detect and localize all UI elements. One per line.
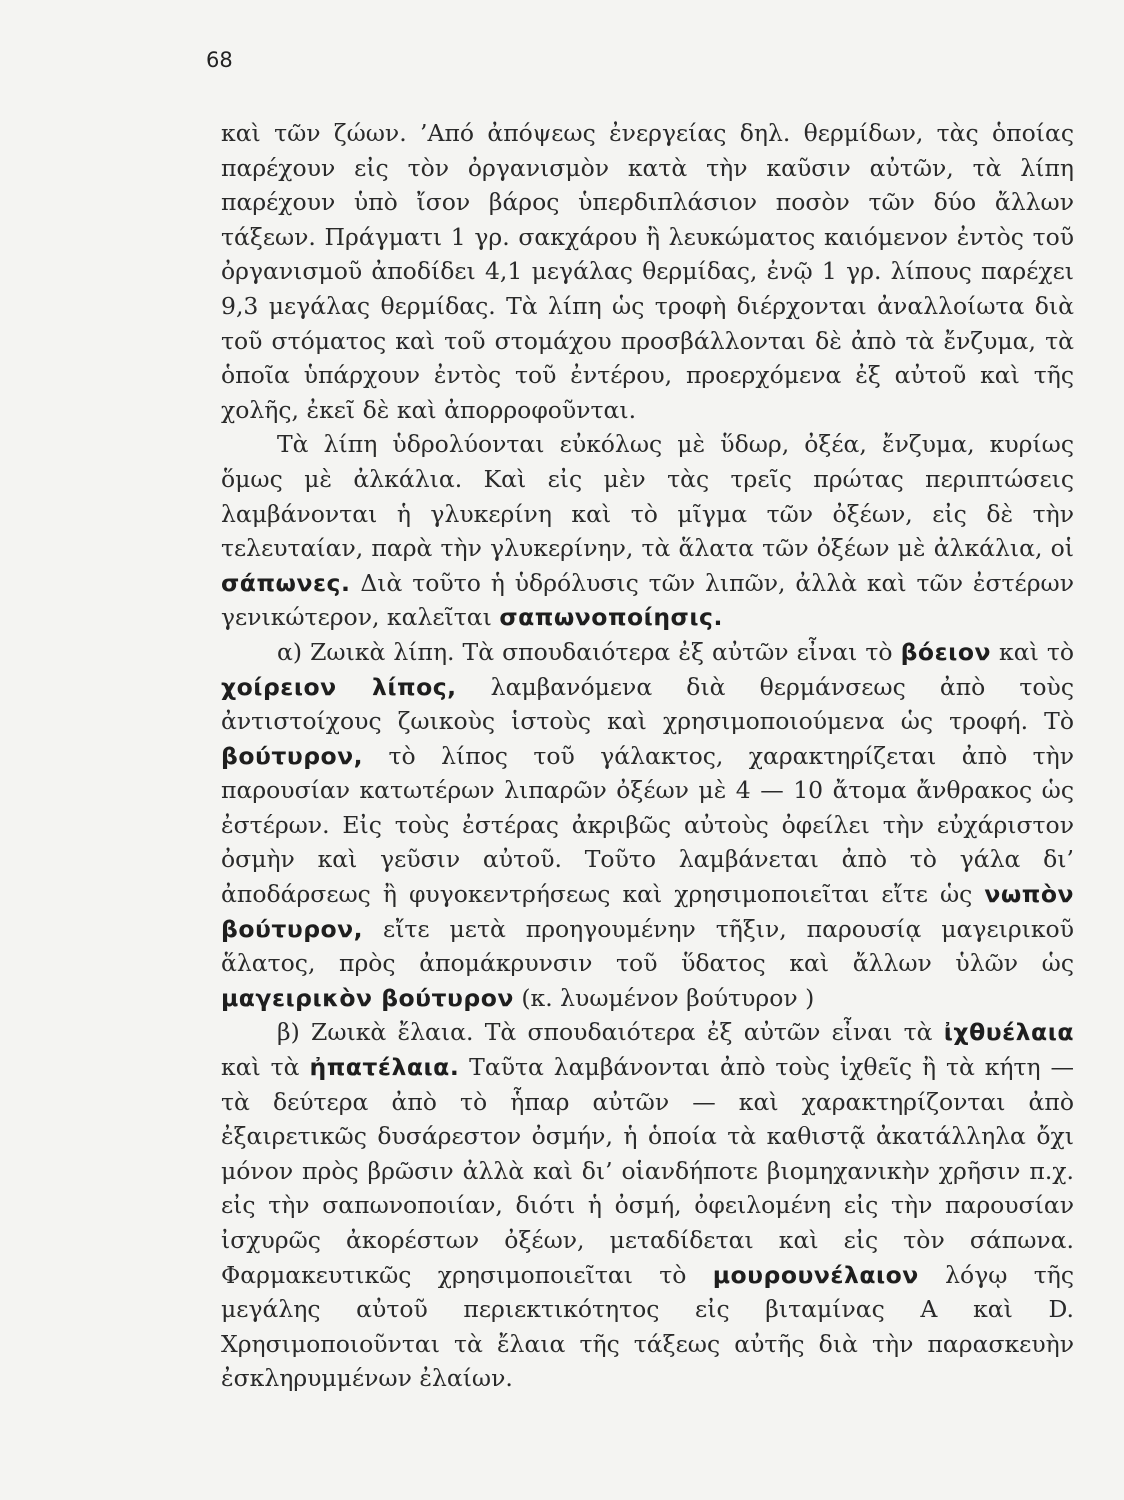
text-segment: λαμβανόμενα διὰ θερμάνσεως ἀπὸ τοὺς ἀντιστοίχους ζωικοὺς ἱστοὺς καὶ χρησιμοποιούμενα ὡς τροφή. Τὸ <box>221 672 1074 736</box>
bold-term: μουρουνέλαιον <box>712 1260 919 1289</box>
text-segment: α) Ζωικὰ λίπη. Τὰ σπουδαιότερα ἐξ αὐτῶν εἶναι τὸ <box>277 637 901 666</box>
bold-term: βούτυρον, <box>221 741 364 770</box>
text-segment: λόγῳ τῆς μεγάλης αὐτοῦ περιεκτικότητος εἰς βιταμίνας Α καὶ D. Χρησιμοποιοῦνται τὰ ἔλαια τῆς τάξεως αὐτῆς διὰ τὴν παρασκευὴν ἐσκληρυμμένων ἐλαίων. <box>221 1260 1074 1393</box>
text-segment: καὶ τῶν ζώων. ’Από ἀπόψεως ἐνεργείας δηλ. θερμίδων, τὰς ὁποίας παρέχουν εἰς τὸν ὀργανισμὸν κατὰ τὴν καῦσιν αὐτῶν, τὰ λίπη παρέχουν ὑπὸ ἴσον βάρος ὑπερδιπλάσιον ποσὸν τῶν δύο ἄλλων τάξεων. Πράγματι 1 γρ. σακχάρου ἢ λευκώματος καιόμενον ἐντὸς τοῦ ὀργανισμοῦ ἀποδίδει 4,1 μεγάλας θερμίδας, ἐνῷ 1 γρ. λίπους παρέχει 9,3 μεγάλας θερμίδας. Τὰ λίπη ὡς τροφὴ διέρχονται ἀναλλοίωτα διὰ τοῦ στόματος καὶ τοῦ στομάχου προσβάλλονται δὲ ἀπὸ τὰ ἔνζυμα, τὰ ὁποῖα ὑπάρχουν ἐντὸς τοῦ ἐντέρου, προερχόμενα ἐξ αὐτοῦ καὶ τῆς χολῆς, ἐκεῖ δὲ καὶ ἀπορροφοῦνται. <box>221 119 1074 424</box>
bold-term: χοίρειον λίπος, <box>221 672 457 701</box>
text-segment: εἴτε μετὰ προηγουμένην τῆξιν, παρουσίᾳ μαγειρικοῦ ἅλατος, πρὸς ἀπομάκρυνσιν τοῦ ὕδατος καὶ ἄλλων ὑλῶν ὡς <box>221 914 1074 978</box>
paragraph-animal-oils <box>221 1015 1074 1396</box>
bold-term: μαγειρικὸν βούτυρον <box>221 983 514 1012</box>
bold-term: σαπωνοποίησις. <box>499 603 723 632</box>
bold-term: νωπὸν βούτυρον, <box>221 880 1074 943</box>
body-text <box>221 116 1074 1396</box>
bold-term: ἠπατέλαια. <box>309 1053 460 1082</box>
bold-term: βόειον <box>900 637 991 666</box>
bold-term: ἰχθυέλαια <box>943 1018 1074 1047</box>
text-segment: Διὰ τοῦτο ἡ ὑδρόλυσις τῶν λιπῶν, ἀλλὰ καὶ τῶν ἐστέρων γενικώτερον, καλεῖται <box>221 568 1074 632</box>
text-segment: καὶ τὰ <box>221 1053 310 1082</box>
paragraph-animal-fats <box>221 635 1074 1016</box>
paragraph-fat-energy <box>221 116 1074 427</box>
text-segment: (κ. λυωμένον βούτυρον ) <box>513 983 815 1012</box>
page-number: 68 <box>206 48 233 72</box>
bold-term: σάπωνες. <box>221 568 351 597</box>
text-segment: τὸ λίπος τοῦ γάλακτος, χαρακτηρίζεται ἀπὸ τὴν παρουσίαν κατωτέρων λιπαρῶν ὀξέων μὲ 4 — 10 ἄτομα ἄνθρακος ὡς ἐστέρων. Εἰς τοὺς ἐστέρας ἀκριβῶς αὐτοὺς ὀφείλει τὴν εὐχάριστον ὀσμὴν καὶ γεῦσιν αὐτοῦ. Τοῦτο λαμβάνεται ἀπὸ τὸ γάλα δι’ ἀποδάρσεως ἢ φυγοκεντρήσεως καὶ χρησιμοποιεῖται εἴτε ὡς <box>221 741 1074 909</box>
text-segment: Ταῦτα λαμβάνονται ἀπὸ τοὺς ἰχθεῖς ἢ τὰ κήτη — τὰ δεύτερα ἀπὸ τὸ ἧπαρ αὐτῶν — καὶ χαρακτηρίζονται ἀπὸ ἐξαιρετικῶς δυσάρεστον ὀσμήν, ἡ ὁποία τὰ καθιστᾷ ἀκατάλληλα ὄχι μόνον πρὸς βρῶσιν ἀλλὰ καὶ δι’ οἱανδήποτε βιομηχανικὴν χρῆσιν π.χ. εἰς τὴν σαπωνοποιίαν, διότι ἡ ὀσμή, ὀφειλομένη εἰς τὴν παρουσίαν ἰσχυρῶς ἀκορέστων ὀξέων, μεταδίδεται καὶ εἰς τὸν σάπωνα. Φαρμακευτικῶς χρησιμοποιεῖται τὸ <box>221 1053 1074 1289</box>
text-segment: καὶ τὸ <box>990 637 1074 666</box>
paragraph-hydrolysis <box>221 427 1074 635</box>
text-segment: Τὰ λίπη ὑδρολύονται εὐκόλως μὲ ὕδωρ, ὀξέα, ἔνζυμα, κυρίως ὅμως μὲ ἀλκάλια. Καὶ εἰς μὲν τὰς τρεῖς πρώτας περιπτώσεις λαμβάνονται ἡ γλυκερίνη καὶ τὸ μῖγμα τῶν ὀξέων, εἰς δὲ τὴν τελευταίαν, παρὰ τὴν γλυκερίνην, τὰ ἅλατα τῶν ὀξέων μὲ ἀλκάλια, οἱ <box>221 430 1074 563</box>
text-segment: β) Ζωικὰ ἔλαια. Τὰ σπουδαιότερα ἐξ αὐτῶν εἶναι τὰ <box>277 1018 944 1047</box>
